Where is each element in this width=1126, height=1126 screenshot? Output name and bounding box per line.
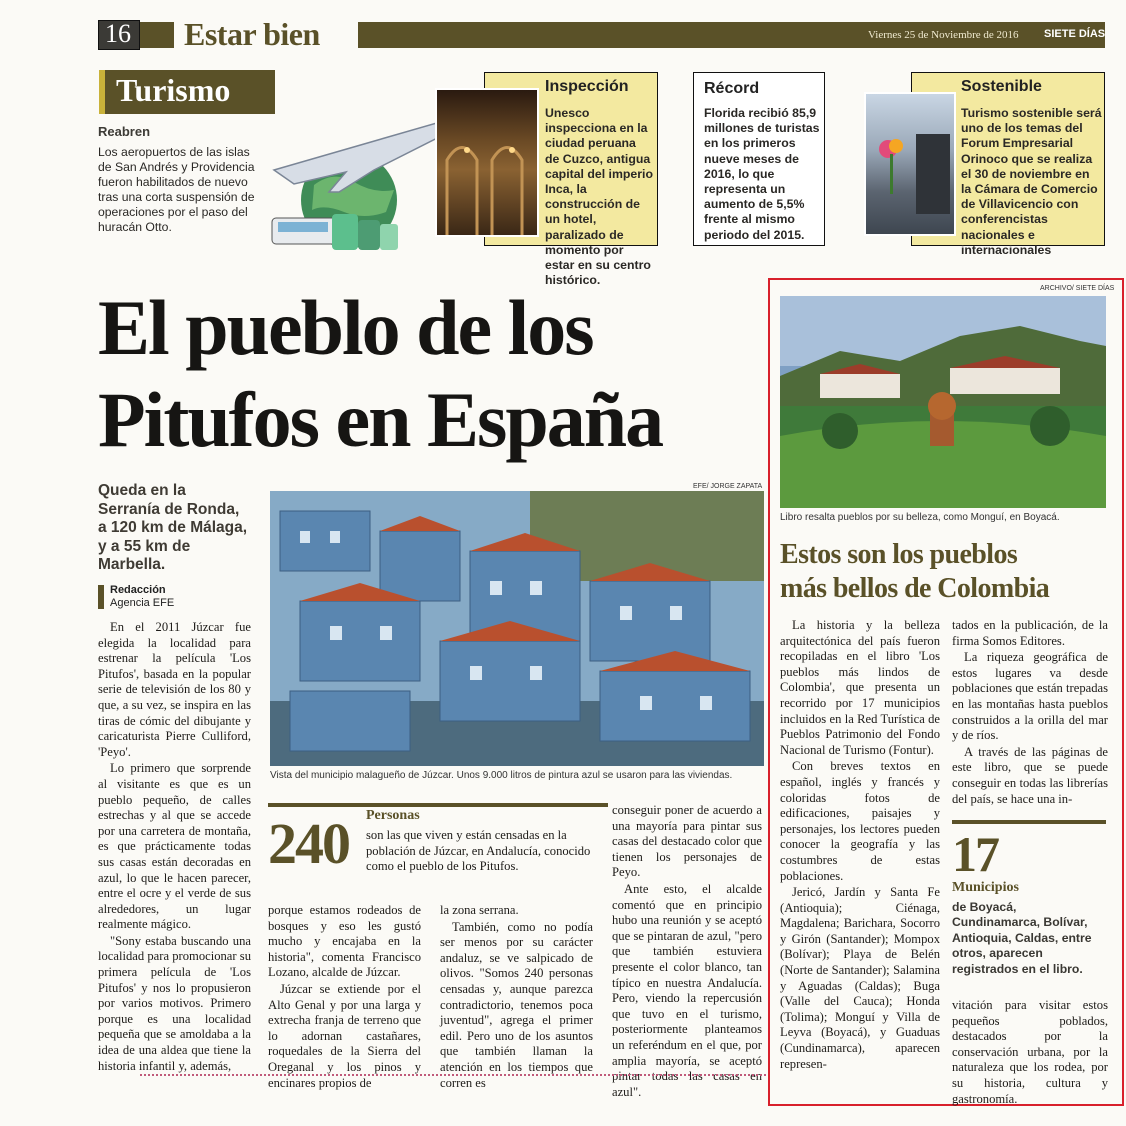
- section-title: Estar bien: [184, 16, 320, 52]
- main-subhead: Queda en la Serranía de Ronda, a 120 km de Málaga, y a 55 km de Marbella.: [98, 482, 248, 574]
- main-photo-caption: Vista del municipio malagueño de Júzcar. Unos 9.000 litros de pintura azul se usaron para las viviendas.: [270, 770, 733, 781]
- stat17-text: de Boyacá, Cundinamarca, Bolívar, Antioquia, Caldas, entre otros, aparecen registrados en el libro.: [952, 900, 1092, 976]
- record-text: Florida recibió 85,9 millones de turistas en los primeros nueve meses de 2016, lo que representa un aumento de 5,5% frente al mismo periodo del 2015.: [704, 106, 820, 242]
- header-paper: SIETE DÍAS: [1044, 28, 1106, 40]
- main-col2-p2: Júzcar se extiende por el Alto Genal y por una larga y extrecha franja de terreno que lo adornan castañares, roquedales de la Sierra del Oreganal y los pinos y encinares propios de: [268, 981, 421, 1090]
- main-col2-p1: porque estamos rodeados de bosques y eso les gustó mucho y encajaba en la historia", comenta Francisco Lozano, alcalde de Júzcar.: [268, 903, 421, 980]
- arcade-shape: [437, 90, 537, 235]
- luggage-shape: [332, 214, 358, 250]
- byline-agency: Agencia EFE: [110, 597, 175, 609]
- main-photo-credit: EFE/ JORGE ZAPATA: [693, 483, 763, 490]
- main-col4-p1: conseguir poner de acuerdo a una mayoría para pintar sus casas del destacado color que tienen los personajes de Peyo.: [612, 803, 762, 880]
- main-headline-line1: El pueblo de los: [98, 284, 593, 371]
- inspeccion-text: Unesco inspecciona en la ciudad peruana de Cuzco, antigua capital del imperio Inca, la construcción de un hotel, paralizado de momento por estar en su centro histórico.: [545, 106, 653, 288]
- main-col1-p3: "Sony estaba buscando una localidad para promocionar su primera película de 'Los Pitufos' y nos lo propusieron por varios motivos. Primero porque es una localidad pequeña que se amoldaba a la idea de una aldea que tiene la historia infantil y, además,: [98, 933, 251, 1073]
- side-headline-line1: Estos son los pueblos: [780, 539, 1018, 570]
- main-col3: [440, 903, 593, 1089]
- reabren-text: Los aeropuertos de las islas de San Andrés y Providencia fueron habilitados de nuevo tras una corta suspensión de operaciones por el paso del huracán Otto.: [98, 145, 255, 234]
- main-col2: [268, 903, 421, 1089]
- side-col2-p2: La riqueza geográfica de estos lugares va desde poblaciones que están trepadas en las montañas hasta pueblos construidos a la orilla del mar y de ríos.: [952, 650, 1108, 743]
- side-col2-top: [952, 618, 1108, 808]
- main-col3-p1: la zona serrana.: [440, 903, 519, 917]
- side-col2-p1: tados en la publicación, de la firma Somos Editores.: [952, 618, 1108, 648]
- main-col4-p2: Ante esto, el alcalde comentó que en principio hubo una reunión y se aceptó que se pintaran de azul, "pero que también estuviera presente el color blanco, tan típico en nuestra Andalucía. Pero, viendo la repercusión que tuvo en el turismo, posteriormente planteamos un referéndum en el que, por amplia mayoría, se aceptó pintar todas las casas en azul".: [612, 881, 762, 1099]
- header-bar-left: [140, 22, 174, 48]
- side-col2-bottom: vitación para visitar estos pequeños poblados, destacados por la conservación urbana, por la naturaleza que los rodea, por su historia, cultura y gastronomía.: [952, 998, 1108, 1106]
- record-title: Récord: [704, 80, 760, 97]
- main-col1: [98, 620, 251, 1090]
- byline-marker: [98, 585, 104, 609]
- juzcar-houses-shape: [270, 491, 764, 766]
- main-headline-line2: Pitufos en España: [98, 376, 663, 463]
- sostenible-text: Turismo sostenible será uno de los temas del Forum Empresarial Orinoco que se realiza el 30 de noviembre en la Cámara de Comercio de Villavicencio con conferencistas nacionales e internacionales: [961, 106, 1102, 257]
- byline-label: Redacción: [110, 584, 166, 596]
- reabren-title: Reabren: [98, 124, 151, 139]
- side-col2-p3: A través de las páginas de este libro, que se puede conseguir en todas las librerías del país, se hace una in-: [952, 744, 1108, 806]
- stat17-title: Municipios: [952, 880, 1019, 895]
- stat17-number: 17: [952, 826, 998, 882]
- mongui-landscape-shape: [780, 296, 1106, 508]
- stat240-title: Personas: [366, 808, 420, 823]
- fold-line: [140, 1074, 770, 1076]
- header-date: Viernes 25 de Noviembre de 2016: [868, 29, 1019, 41]
- juzcar-photo: [270, 491, 764, 766]
- mongui-photo: [780, 296, 1106, 508]
- page-number: 16: [105, 19, 131, 48]
- main-col3-p2: También, como no podía ser menos por su carácter andaluz, se ve salpicado de olivos. "Somos 240 personas censadas y, aunque parezca contradictorio, tenemos poca juventud", agrega el primer edil. Pero uno de los asuntos que también llaman la atención en los tiempos que corren es: [440, 919, 593, 1090]
- inspeccion-title: Inspección: [545, 78, 629, 95]
- stat240-number: 240: [268, 811, 349, 876]
- main-col4: [612, 803, 762, 1099]
- flower-sculpture-shape: [866, 94, 954, 234]
- side-photo-caption: Libro resalta pueblos por su belleza, como Monguí, en Boyacá.: [780, 512, 1060, 523]
- side-col1-p2: Con breves textos en español, inglés y francés y coloridas fotos de edificaciones, paisajes y personajes, los lectores pueden conocer la geografía y las costumbres de estas poblaciones.: [780, 759, 940, 883]
- main-col1-p2: Lo primero que sorprende al visitante es que es un pueblo pequeño, de calles estrechas y al que se accede por una carretera de montaña, es que prácticamente todas sus casas están decoradas en azul, lo que le hacen parecer, entre el ocre y el verde de sus alrededores, un lugar realmente mágico.: [98, 761, 251, 932]
- main-col1-p1: En el 2011 Júzcar fue elegida la localidad para estrenar la película 'Los Pitufos', basada en la popular serie de televisión de los 80 y que, a su vez, se inspira en las tiras de cómic del dibujante y caricaturista Pierre Culliford, 'Peyo'.: [98, 620, 251, 759]
- side-col1: [780, 618, 940, 1092]
- stat240-text: son las que viven y están censadas en la población de Júzcar, en Andalucía, conocido como el pueblo de los Pitufos.: [366, 828, 591, 874]
- side-col1-p3: Jericó, Jardín y Santa Fe (Antioquia); Ciénaga, Magdalena; Barichara, Socorro y Girón (Santander); Mompox (Bolívar); Playa de Belén (Norte de Santander); Salamina y Aguadas (Caldas); Buga (Valle del Cauca); Honda (Tolima); Monguí y Villa de Leyva (Boyacá), y Guaduas (Cundinamarca), aparecen represen-: [780, 885, 940, 1071]
- side-col1-p1: La historia y la belleza arquitectónica del país fueron recopiladas en el libro 'Los pueblos más lindos de Colombia', que presenta un recorrido por 17 municipios incluidos en la Red Turística de Pueblos Patrimonio del Fondo Nacional de Turismo (Fontur).: [780, 618, 940, 757]
- sostenible-title: Sostenible: [961, 78, 1042, 95]
- side-headline-line2: más bellos de Colombia: [780, 573, 1050, 604]
- turismo-label: Turismo: [116, 72, 231, 108]
- side-photo-credit: ARCHIVO/ SIETE DÍAS: [1040, 285, 1115, 292]
